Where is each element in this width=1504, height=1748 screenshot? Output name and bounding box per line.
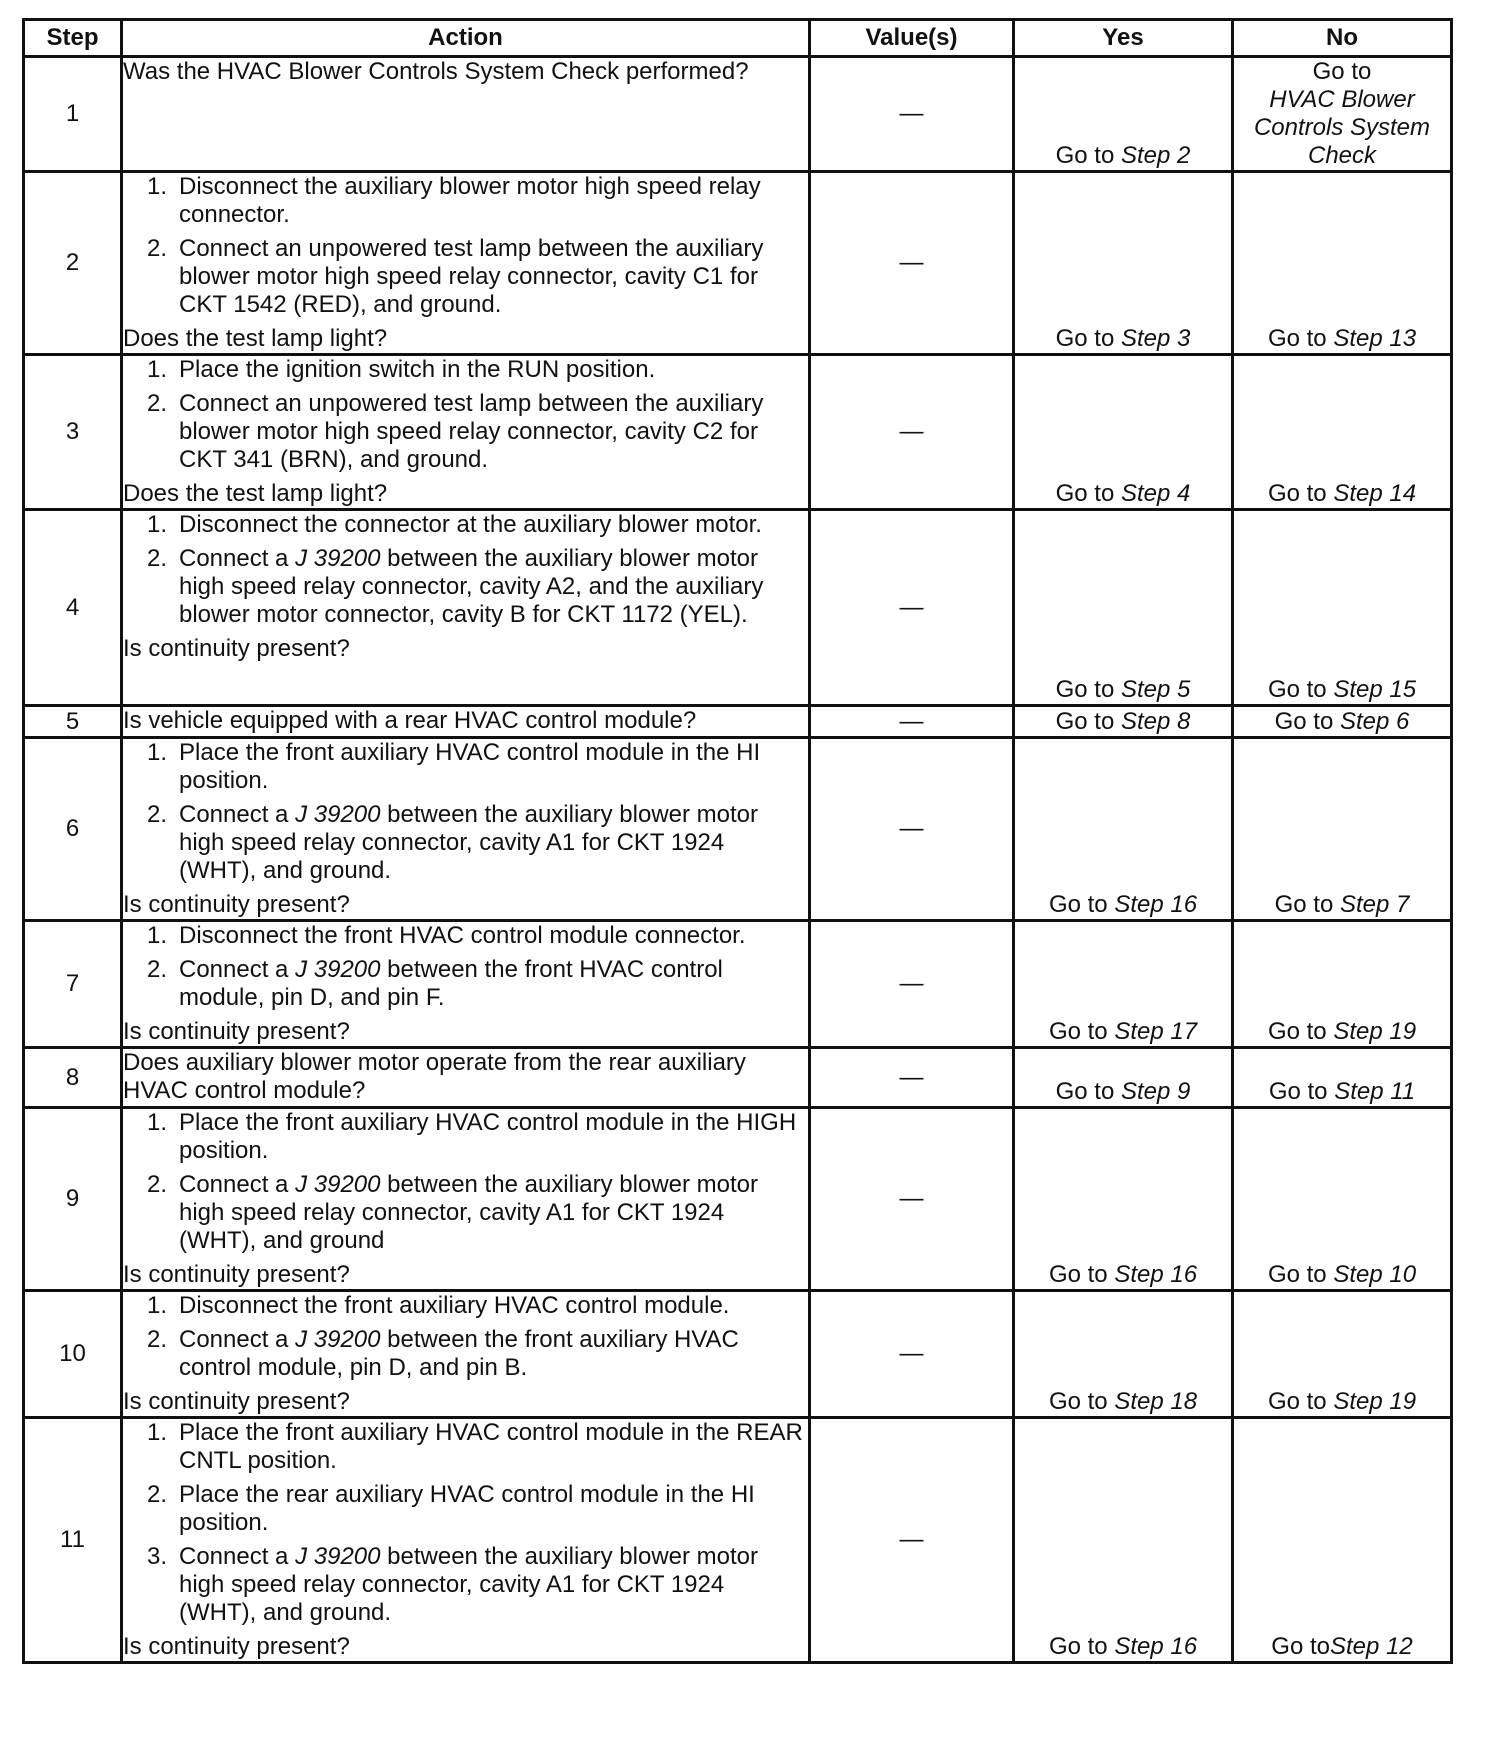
no-prefix: Go to: [1271, 1633, 1330, 1660]
table-row: [24, 1048, 1452, 1108]
action-item: [123, 1326, 808, 1382]
yes-step-link[interactable]: Step 16: [1114, 1633, 1198, 1660]
no-step-link[interactable]: Step 6: [1339, 708, 1410, 735]
value-dash: —: [899, 418, 924, 445]
action-lead: Does auxiliary blower motor operate from the rear auxiliary HVAC control module?: [123, 1049, 746, 1104]
yes-step-link[interactable]: Step 4: [1120, 480, 1191, 507]
action-item-text: [179, 956, 808, 1012]
action-item-text: [179, 1481, 808, 1537]
table-row: [24, 1418, 1452, 1663]
action-cell: [122, 921, 810, 1048]
no-step-link[interactable]: Step 14: [1333, 480, 1417, 507]
no-prefix: Go to: [1312, 58, 1372, 85]
no-prefix: Go to: [1268, 1078, 1335, 1105]
header-action: Action: [122, 20, 810, 57]
action-item-number: 1.: [146, 1109, 167, 1136]
action-item: [123, 173, 808, 229]
no-cell: [1233, 1108, 1452, 1291]
action-text-segment: between the front auxiliary HVAC control module, pin D, and pin B.: [179, 1326, 739, 1381]
no-cell: [1233, 510, 1452, 706]
no-prefix: Go to: [1267, 1388, 1334, 1415]
yes-cell: [1014, 172, 1233, 355]
no-prefix: Go to: [1274, 708, 1340, 735]
action-text-segment: Connect a: [179, 1171, 296, 1198]
yes-prefix: Go to: [1048, 1018, 1115, 1045]
action-text-segment: Disconnect the front HVAC control module connector.: [179, 922, 746, 949]
value-cell: [810, 921, 1014, 1048]
action-item-number: 1.: [146, 1292, 167, 1319]
action-text-segment: Place the rear auxiliary HVAC control module in the HI position.: [179, 1481, 755, 1536]
no-cell: [1233, 57, 1452, 172]
no-cell: [1233, 706, 1452, 738]
yes-prefix: Go to: [1055, 142, 1121, 169]
step-number: 3: [24, 355, 122, 510]
action-item: [123, 1292, 808, 1320]
action-text-segment: Place the front auxiliary HVAC control module in the REAR CNTL position.: [179, 1419, 803, 1474]
step-number: 5: [24, 706, 122, 738]
step-number: 2: [24, 172, 122, 355]
table-row: [24, 355, 1452, 510]
action-item: [123, 801, 808, 885]
action-item: [123, 1543, 808, 1627]
action-text-segment: Connect a: [179, 956, 296, 983]
diagnostic-table: [22, 18, 1453, 1664]
action-text-segment: Connect a: [179, 1326, 296, 1353]
tool-name: J 39200: [295, 545, 381, 572]
action-item-number: 2.: [146, 235, 167, 262]
yes-prefix: Go to: [1048, 1633, 1115, 1660]
action-text-segment: Place the front auxiliary HVAC control module in the HI position.: [179, 739, 761, 794]
no-step-link[interactable]: Step 15: [1333, 676, 1417, 703]
action-item-number: 3.: [146, 1543, 167, 1570]
yes-prefix: Go to: [1055, 1078, 1121, 1105]
no-step-link[interactable]: Step 12: [1329, 1633, 1413, 1660]
yes-prefix: Go to: [1055, 325, 1121, 352]
value-cell: [810, 172, 1014, 355]
action-item-number: 1.: [146, 922, 167, 949]
action-cell: [122, 738, 810, 921]
action-item: [123, 922, 808, 950]
value-dash: —: [899, 970, 924, 997]
no-prefix: Go to: [1267, 480, 1334, 507]
table-row: [24, 510, 1452, 706]
tool-name: J 39200: [295, 801, 381, 828]
yes-prefix: Go to: [1055, 480, 1121, 507]
action-cell: [122, 510, 810, 706]
yes-cell: [1014, 738, 1233, 921]
action-item-text: [179, 801, 808, 885]
no-step-link[interactable]: Step 19: [1333, 1388, 1417, 1415]
header-no: No: [1233, 20, 1452, 57]
action-cell: [122, 172, 810, 355]
action-text-segment: between the auxiliary blower motor high speed relay connector, cavity A1 for CKT 1924 (WHT), and ground: [179, 1171, 759, 1254]
action-item-text: [179, 1109, 808, 1165]
value-cell: [810, 510, 1014, 706]
action-item-number: 1.: [146, 739, 167, 766]
action-item-number: 2.: [146, 390, 167, 417]
action-question: Is continuity present?: [123, 635, 350, 662]
yes-prefix: Go to: [1048, 1388, 1115, 1415]
value-cell: [810, 1291, 1014, 1418]
action-item: [123, 739, 808, 795]
action-question: Is continuity present?: [123, 1388, 350, 1415]
no-step-link[interactable]: Step 10: [1333, 1261, 1417, 1288]
value-dash: —: [899, 1340, 924, 1367]
tool-name: J 39200: [295, 1543, 381, 1570]
action-item-text: [179, 173, 808, 229]
no-step-link[interactable]: Step 7: [1339, 891, 1410, 918]
no-cell: [1233, 355, 1452, 510]
no-prefix: Go to: [1267, 1261, 1334, 1288]
action-cell: [122, 355, 810, 510]
step-number: 9: [24, 1108, 122, 1291]
action-cell: [122, 57, 810, 172]
value-dash: —: [899, 249, 924, 276]
action-item-number: 2.: [146, 1326, 167, 1353]
header-yes: Yes: [1014, 20, 1233, 57]
table-body: [24, 57, 1452, 1663]
action-text-segment: between the front HVAC control module, pin D, and pin F.: [179, 956, 723, 1011]
no-cell: [1233, 1048, 1452, 1108]
table-row: [24, 57, 1452, 172]
action-question: Is continuity present?: [123, 1633, 350, 1660]
action-item-text: [179, 739, 808, 795]
tool-name: J 39200: [295, 956, 381, 983]
action-item: [123, 356, 808, 384]
yes-step-link[interactable]: Step 9: [1120, 1078, 1191, 1105]
action-text-segment: Connect an unpowered test lamp between the auxiliary blower motor high speed relay connector, cavity C2 for CKT 341 (BRN), and ground.: [179, 390, 764, 473]
table-row: [24, 172, 1452, 355]
action-text-segment: Connect a: [179, 1543, 296, 1570]
tool-name: J 39200: [295, 1326, 381, 1353]
action-item-number: 2.: [146, 1171, 167, 1198]
no-cell: [1233, 738, 1452, 921]
yes-step-link[interactable]: Step 3: [1120, 325, 1191, 352]
action-cell: [122, 1048, 810, 1108]
action-item-text: [179, 1419, 808, 1475]
action-text-segment: between the auxiliary blower motor high speed relay connector, cavity A2, and the auxiliary blower motor connector, cavity B for CKT 1172 (YEL).: [179, 545, 764, 628]
action-item-number: 1.: [146, 1419, 167, 1446]
action-item-text: [179, 1171, 808, 1255]
action-question: Does the test lamp light?: [123, 480, 388, 507]
action-cell: [122, 706, 810, 738]
action-item: [123, 956, 808, 1012]
value-dash: —: [899, 1185, 924, 1212]
action-item-number: 1.: [146, 173, 167, 200]
action-item-text: [179, 390, 808, 474]
value-cell: [810, 1418, 1014, 1663]
yes-prefix: Go to: [1055, 708, 1121, 735]
action-item: [123, 1171, 808, 1255]
step-number: 7: [24, 921, 122, 1048]
table-row: [24, 1108, 1452, 1291]
action-text-segment: Disconnect the front auxiliary HVAC control module.: [179, 1292, 730, 1319]
action-text-segment: between the auxiliary blower motor high speed relay connector, cavity A1 for CKT 1924 (WHT), and ground.: [179, 801, 759, 884]
value-cell: [810, 706, 1014, 738]
action-item-number: 2.: [146, 545, 167, 572]
step-number: 11: [24, 1418, 122, 1663]
yes-cell: [1014, 510, 1233, 706]
value-cell: [810, 1108, 1014, 1291]
action-text-segment: Connect a: [179, 545, 296, 572]
step-number: 8: [24, 1048, 122, 1108]
action-item: [123, 1419, 808, 1475]
yes-cell: [1014, 921, 1233, 1048]
action-cell: [122, 1291, 810, 1418]
action-item-number: 2.: [146, 1481, 167, 1508]
yes-cell: [1014, 706, 1233, 738]
value-cell: [810, 355, 1014, 510]
action-text-segment: Connect a: [179, 801, 296, 828]
yes-step-link[interactable]: Step 8: [1120, 708, 1191, 735]
yes-cell: [1014, 1048, 1233, 1108]
action-text-segment: Place the front auxiliary HVAC control module in the HIGH position.: [179, 1109, 797, 1164]
yes-step-link[interactable]: Step 5: [1120, 676, 1191, 703]
action-item-text: [179, 356, 808, 384]
table-row: [24, 921, 1452, 1048]
tool-name: J 39200: [295, 1171, 381, 1198]
action-text-segment: Place the ignition switch in the RUN position.: [179, 356, 656, 383]
yes-step-link[interactable]: Step 18: [1114, 1388, 1198, 1415]
no-step-link[interactable]: Step 11: [1334, 1078, 1416, 1105]
no-prefix: Go to: [1267, 1018, 1334, 1045]
value-cell: [810, 1048, 1014, 1108]
step-number: 1: [24, 57, 122, 172]
action-cell: [122, 1418, 810, 1663]
yes-cell: [1014, 57, 1233, 172]
value-dash: —: [899, 815, 924, 842]
yes-prefix: Go to: [1048, 891, 1115, 918]
header-values: Value(s): [810, 20, 1014, 57]
value-dash: —: [899, 1526, 924, 1553]
value-dash: —: [899, 100, 924, 127]
yes-step-link[interactable]: Step 17: [1114, 1018, 1198, 1045]
yes-cell: [1014, 355, 1233, 510]
step-number: 6: [24, 738, 122, 921]
yes-step-link[interactable]: Step 2: [1120, 142, 1191, 169]
action-item-number: 1.: [146, 356, 167, 383]
action-item-number: 2.: [146, 801, 167, 828]
no-prefix: Go to: [1267, 325, 1334, 352]
action-item-text: [179, 235, 808, 319]
header-step: Step: [24, 20, 122, 57]
no-prefix: Go to: [1274, 891, 1340, 918]
value-dash: —: [899, 707, 924, 735]
action-item: [123, 235, 808, 319]
action-text-segment: Disconnect the auxiliary blower motor high speed relay connector.: [179, 173, 761, 228]
table-row: [24, 738, 1452, 921]
action-item-text: [179, 511, 808, 539]
action-lead: Was the HVAC Blower Controls System Check performed?: [123, 58, 749, 85]
action-text-segment: between the auxiliary blower motor high speed relay connector, cavity A1 for CKT 1924 (WHT), and ground.: [179, 1543, 759, 1626]
value-dash: —: [899, 593, 924, 621]
action-item: [123, 545, 808, 629]
yes-step-link[interactable]: Step 16: [1114, 891, 1198, 918]
action-text-segment: Connect an unpowered test lamp between the auxiliary blower motor high speed relay connector, cavity C1 for CKT 1542 (RED), and ground.: [179, 235, 764, 318]
value-cell: [810, 738, 1014, 921]
no-step-link[interactable]: Step 13: [1333, 325, 1417, 352]
no-prefix: Go to: [1267, 676, 1334, 703]
no-cell: [1233, 172, 1452, 355]
value-cell: [810, 57, 1014, 172]
action-item-number: 2.: [146, 956, 167, 983]
step-number: 4: [24, 510, 122, 706]
yes-prefix: Go to: [1048, 1261, 1115, 1288]
header-row: [24, 20, 1452, 57]
yes-prefix: Go to: [1055, 676, 1121, 703]
no-cell: [1233, 1291, 1452, 1418]
action-question: Is continuity present?: [123, 1261, 350, 1288]
action-item-text: [179, 1543, 808, 1627]
yes-cell: [1014, 1108, 1233, 1291]
action-item-number: 1.: [146, 511, 167, 538]
action-item-text: [179, 1292, 808, 1320]
step-number: 10: [24, 1291, 122, 1418]
action-item-text: [179, 545, 808, 629]
action-item-text: [179, 1326, 808, 1382]
action-item: [123, 1109, 808, 1165]
yes-step-link[interactable]: Step 16: [1114, 1261, 1198, 1288]
action-question: Does the test lamp light?: [123, 325, 388, 352]
action-item: [123, 390, 808, 474]
table-row: [24, 706, 1452, 738]
action-question: Is continuity present?: [123, 1018, 350, 1045]
no-cell: [1233, 1418, 1452, 1663]
action-item: [123, 1481, 808, 1537]
no-step-link[interactable]: HVAC Blower Controls System Check: [1253, 86, 1431, 169]
action-cell: [122, 1108, 810, 1291]
no-step-link[interactable]: Step 19: [1333, 1018, 1417, 1045]
yes-cell: [1014, 1418, 1233, 1663]
action-question: Is continuity present?: [123, 891, 350, 918]
table-row: [24, 1291, 1452, 1418]
action-text-segment: Disconnect the connector at the auxiliary blower motor.: [179, 511, 762, 538]
action-item-text: [179, 922, 808, 950]
no-cell: [1233, 921, 1452, 1048]
action-item: [123, 511, 808, 539]
value-dash: —: [899, 1063, 924, 1091]
yes-cell: [1014, 1291, 1233, 1418]
action-lead: Is vehicle equipped with a rear HVAC control module?: [123, 707, 697, 734]
